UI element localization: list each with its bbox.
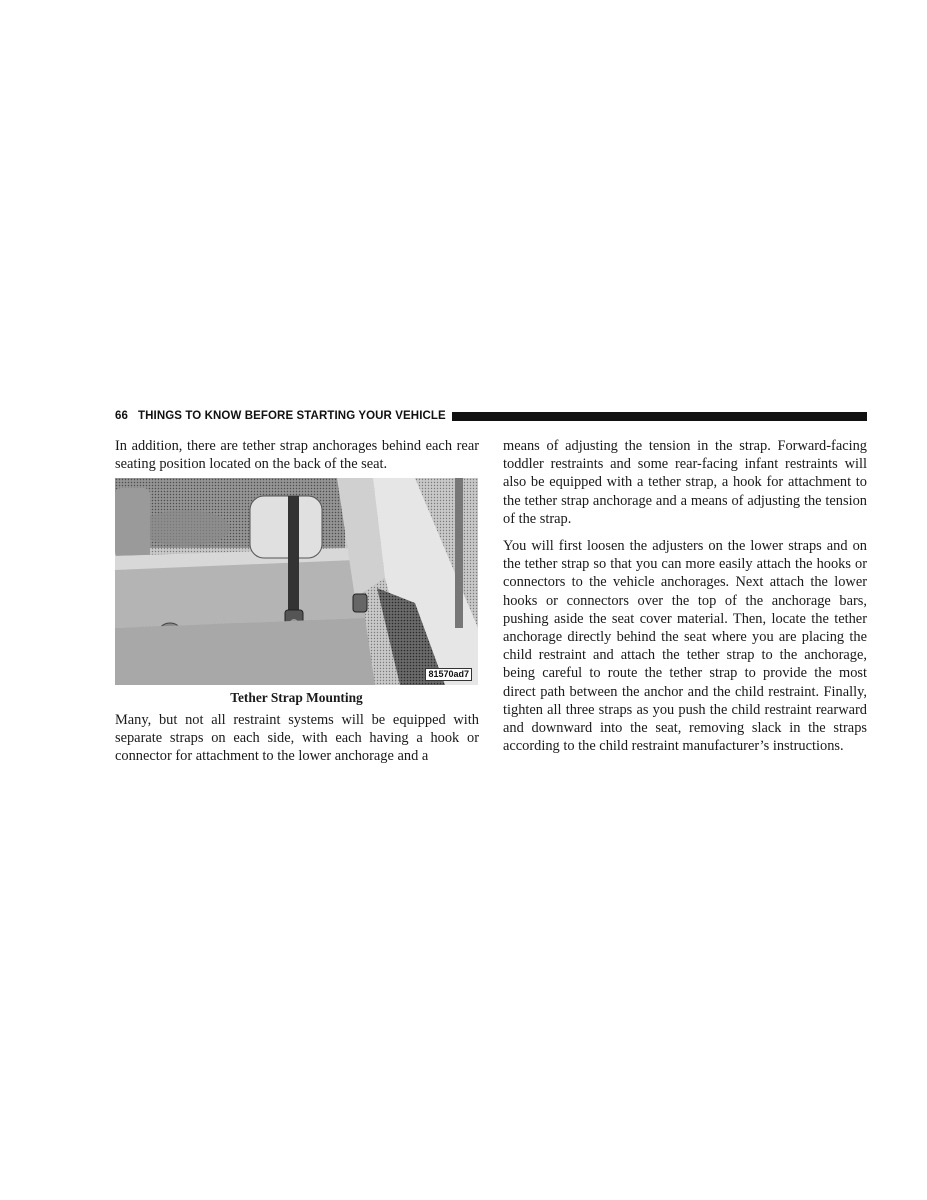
right-column (503, 437, 867, 755)
tether-strap-figure (115, 478, 478, 685)
right-paragraph-1: means of adjusting the tension in the strap. Forward-facing toddler restraints and some rear-facing infant restraints will also be equipped with a tether strap, a hook for attachment to the tether strap anchorage and a means of adjusting the tension of the strap. (503, 438, 867, 527)
section-title: THINGS TO KNOW BEFORE STARTING YOUR VEHICLE (138, 410, 446, 422)
left-column (115, 437, 479, 473)
header-rule (452, 412, 867, 421)
page-header (115, 408, 867, 424)
page-number: 66 (115, 410, 128, 422)
right-paragraph-2: You will first loosen the adjusters on the lower straps and on the tether strap so that you can more easily attach the hooks or connectors to the vehicle anchorages. Next attach the lower hooks or connectors over the top of the anchorage bars, pushing aside the seat cover material. Then, locate the tether anchorage directly behind the seat where you are placing the child restraint and attach the tether strap to the anchorage, being careful to route the tether strap to provide the most direct path between the anchor and the child restraint. Finally, tighten all three straps as you push the child restraint rearward and downward into the seat, removing slack in the straps according to the child restraint manufacturer’s instructions. (503, 538, 867, 755)
tether-strap-illustration (115, 478, 478, 685)
figure-code: 81570ad7 (425, 668, 472, 681)
figure-caption: Tether Strap Mounting (230, 690, 363, 705)
left-paragraph-1: In addition, there are tether strap anchorages behind each rear seating position located on the back of the seat. (115, 438, 479, 473)
left-paragraph-2: Many, but not all restraint systems will be equipped with separate straps on each side, with each having a hook or connector for attachment to the lower anchorage and a (115, 712, 479, 765)
